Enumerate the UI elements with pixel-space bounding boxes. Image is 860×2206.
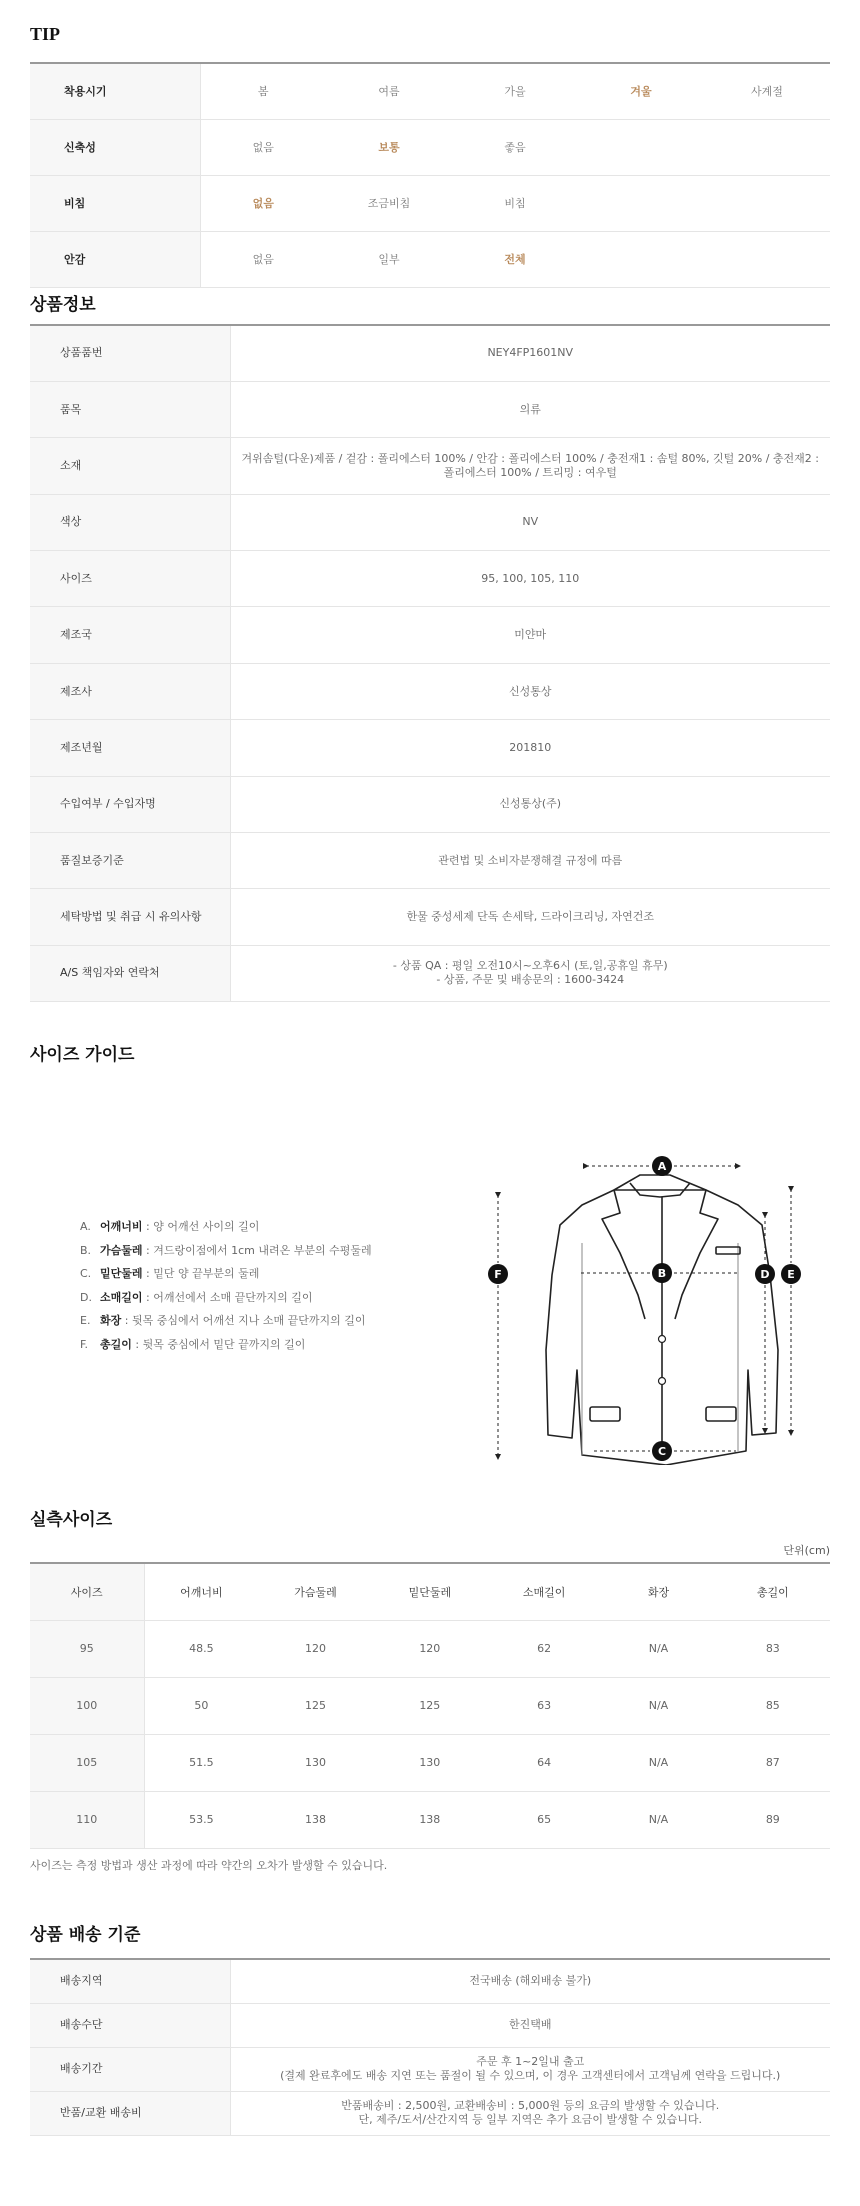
product-info-row [30, 607, 830, 663]
size-table-cell: 130 [373, 1734, 487, 1791]
product-info-row-label: 제조년월 [30, 720, 230, 776]
size-guide-item [80, 1242, 372, 1266]
measure-marker-a [652, 1156, 672, 1176]
delivery-row-value [230, 1959, 830, 2003]
size-table-cell: 120 [373, 1620, 487, 1677]
product-info-row-label: 수입여부 / 수입자명 [30, 776, 230, 832]
product-info-row [30, 551, 830, 607]
product-info-row-value-line: 겨위솜털(다운)제품 / 겉감 : 폴리에스터 100% / 안감 : 폴리에스터 100% / 충전재1 : 솜털 80%, 깃털 20% / 충전재2 : 폴리에스터 100% / 트리밍 : 여우털 [241, 451, 819, 479]
product-info-row-value-line: - 상품 QA : 평일 오전10시~오후6시 (토,일,공휴일 휴무) [392, 959, 668, 973]
delivery-row [30, 2047, 830, 2091]
size-guide-name: 소매길이 [100, 1290, 143, 1304]
size-table-cell: 130 [258, 1734, 372, 1791]
tip-row [30, 231, 830, 287]
tip-option [704, 231, 830, 287]
size-table-cell: 64 [487, 1734, 601, 1791]
product-info-row-value-line: 신성통상 [508, 684, 552, 698]
product-info-title: 상품정보 [30, 295, 96, 315]
size-table-cell: N/A [601, 1791, 715, 1848]
tip-row-label: 비침 [30, 175, 200, 231]
delivery-row [30, 2091, 830, 2135]
size-table-header: 어깨너비 [144, 1563, 258, 1620]
size-guide-key: F. [80, 1337, 89, 1351]
size-table-cell: 87 [716, 1734, 830, 1791]
product-info-row [30, 663, 830, 719]
unit-label: 단위(cm) [783, 1544, 830, 1557]
tip-option: 없음 [200, 231, 326, 287]
measure-marker-label: D [760, 1268, 770, 1281]
size-table-cell: 48.5 [144, 1620, 258, 1677]
delivery-row-label: 배송기간 [30, 2047, 230, 2091]
size-table-row [30, 1791, 830, 1848]
product-info-row-value-line: 201810 [509, 740, 552, 754]
size-table-header: 가슴둘레 [258, 1563, 372, 1620]
size-table-cell: 89 [716, 1791, 830, 1848]
size-guide-desc: : 뒷목 중심에서 밑단 끝까지의 길이 [131, 1337, 306, 1351]
product-info-table [30, 324, 830, 1002]
size-table-header: 사이즈 [30, 1563, 144, 1620]
tip-option: 가을 [452, 63, 578, 119]
product-info-row-value [230, 663, 830, 719]
tip-option: 겨울 [578, 63, 704, 119]
size-guide-key: E. [80, 1314, 91, 1328]
product-info-row-value [230, 494, 830, 550]
size-table-cell: 138 [258, 1791, 372, 1848]
tip-option: 사계절 [704, 63, 830, 119]
delivery-row-value-line: (결제 완료후에도 배송 지연 또는 품절이 될 수 있으며, 이 경우 고객센터에서 고객님께 연락을 드립니다.) [280, 2069, 781, 2082]
size-table-cell: 51.5 [144, 1734, 258, 1791]
tip-option: 봄 [200, 63, 326, 119]
product-info-row-label: 상품품번 [30, 325, 230, 381]
product-info-row-value [230, 945, 830, 1001]
delivery-row-value-line: 주문 후 1~2일내 출고 [476, 2055, 585, 2068]
tip-option: 일부 [326, 231, 452, 287]
product-info-row-label: 품질보증기준 [30, 833, 230, 889]
measure-marker-b [652, 1263, 672, 1283]
tip-option [704, 119, 830, 175]
size-table-header: 밑단둘레 [373, 1563, 487, 1620]
measure-marker-c [652, 1441, 672, 1461]
size-table-cell: 105 [30, 1734, 144, 1791]
size-table-row [30, 1677, 830, 1734]
tip-option: 전체 [452, 231, 578, 287]
size-table-cell: N/A [601, 1620, 715, 1677]
delivery-row [30, 1959, 830, 2003]
tip-row-label: 착용시기 [30, 63, 200, 119]
tip-option [578, 175, 704, 231]
tip-option: 조금비침 [326, 175, 452, 231]
size-table-cell: N/A [601, 1734, 715, 1791]
product-info-row-label: 제조사 [30, 663, 230, 719]
measure-marker-label: F [494, 1268, 502, 1281]
tip-row-label: 안감 [30, 231, 200, 287]
size-guide-desc: : 밑단 양 끝부분의 둘레 [142, 1267, 260, 1281]
measure-marker-label: E [787, 1268, 795, 1281]
size-table-cell: N/A [601, 1677, 715, 1734]
product-info-row-label: 사이즈 [30, 551, 230, 607]
delivery-row-label: 배송수단 [30, 2003, 230, 2047]
product-info-row [30, 889, 830, 945]
size-table-header: 화장 [601, 1563, 715, 1620]
size-table-cell: 100 [30, 1677, 144, 1734]
measure-marker-label: B [657, 1267, 667, 1280]
size-guide-key: D. [80, 1290, 92, 1304]
tip-option: 여름 [326, 63, 452, 119]
measurements-title: 실측사이즈 [30, 1510, 113, 1530]
delivery-row-value [230, 2047, 830, 2091]
tip-option: 보통 [326, 119, 452, 175]
measure-marker-d [755, 1264, 775, 1284]
size-guide-item [80, 1289, 372, 1313]
product-info-row-label: 소재 [30, 438, 230, 494]
product-info-row [30, 833, 830, 889]
size-table-cell: 65 [487, 1791, 601, 1848]
jacket-outline [546, 1175, 778, 1465]
delivery-row-value [230, 2091, 830, 2135]
product-info-row-value [230, 833, 830, 889]
product-info-row-value-line: 한물 중성세제 단독 손세탁, 드라이크리닝, 자연건조 [406, 910, 655, 924]
product-info-row-value-line: 미얀마 [514, 628, 547, 642]
delivery-row-value-line: 단, 제주/도서/산간지역 등 일부 지역은 추가 요금이 발생할 수 있습니다. [358, 2113, 702, 2126]
product-info-row-label: 제조국 [30, 607, 230, 663]
product-info-row-value [230, 607, 830, 663]
delivery-row [30, 2003, 830, 2047]
jacket-diagram [480, 1135, 810, 1465]
size-guide-desc: : 어깨선에서 소매 끝단까지의 길이 [142, 1290, 313, 1304]
size-guide-desc: : 양 어깨선 사이의 길이 [142, 1220, 260, 1233]
product-info-row-value-line: 신성통상(주) [499, 797, 562, 811]
size-table-cell: 125 [373, 1677, 487, 1734]
delivery-row-value-line: 반품배송비 : 2,500원, 교환배송비 : 5,000원 등의 요금의 발생할 수 있습니다. [341, 2099, 720, 2112]
tip-row [30, 175, 830, 231]
size-table-cell: 120 [258, 1620, 372, 1677]
size-table-cell: 62 [487, 1620, 601, 1677]
size-guide-name: 화장 [100, 1314, 122, 1328]
size-guide-desc: : 뒷목 중심에서 어깨선 지나 소매 끝단까지의 길이 [121, 1314, 366, 1328]
tip-option [704, 175, 830, 231]
measure-marker-e [781, 1264, 801, 1284]
size-guide-key: C. [80, 1267, 92, 1281]
size-table-cell: 50 [144, 1677, 258, 1734]
size-guide-title: 사이즈 가이드 [30, 1045, 135, 1065]
measure-marker-label: A [657, 1160, 667, 1173]
size-table-row [30, 1734, 830, 1791]
product-info-row-value-line: - 상품, 주문 및 배송문의 : 1600-3424 [436, 973, 625, 987]
size-table-cell: 110 [30, 1791, 144, 1848]
product-info-row-label: 색상 [30, 494, 230, 550]
product-info-row-value [230, 720, 830, 776]
size-table-cell: 63 [487, 1677, 601, 1734]
tip-table [30, 62, 830, 288]
tip-option: 없음 [200, 175, 326, 231]
size-guide-item [80, 1265, 372, 1289]
product-info-row-value [230, 325, 830, 381]
delivery-row-value-line: 한진택배 [508, 2018, 552, 2031]
product-info-row-value-line: NEY4FP1601NV [487, 346, 574, 360]
tip-row [30, 63, 830, 119]
product-info-row-label: 세탁방법 및 취급 시 유의사항 [30, 889, 230, 945]
size-guide-item [80, 1218, 372, 1242]
product-info-row-value [230, 438, 830, 494]
size-table-cell: 53.5 [144, 1791, 258, 1848]
product-info-row-value-line: 관련법 및 소비자분쟁해결 규정에 따름 [438, 853, 623, 867]
delivery-row-label: 배송지역 [30, 1959, 230, 2003]
product-info-row-value [230, 551, 830, 607]
size-note: 사이즈는 측정 방법과 생산 과정에 따라 약간의 오차가 발생할 수 있습니다. [30, 1859, 388, 1872]
size-guide-key: A. [80, 1220, 91, 1233]
product-info-row-value-line: NV [522, 515, 539, 529]
tip-row-label: 신축성 [30, 119, 200, 175]
product-info-row-value [230, 776, 830, 832]
size-table-cell: 85 [716, 1677, 830, 1734]
product-info-row-value-line: 의류 [519, 402, 541, 416]
size-guide-key: B. [80, 1243, 92, 1257]
size-table-header: 총길이 [716, 1563, 830, 1620]
delivery-table [30, 1958, 830, 2136]
product-info-row-label: 품목 [30, 381, 230, 437]
tip-option [578, 119, 704, 175]
size-guide-desc: : 겨드랑이점에서 1cm 내려온 부분의 수평둘레 [142, 1243, 372, 1257]
product-info-row [30, 720, 830, 776]
tip-row [30, 119, 830, 175]
tip-option: 없음 [200, 119, 326, 175]
product-info-row [30, 945, 830, 1001]
size-guide-item [80, 1336, 372, 1360]
size-guide-item [80, 1312, 372, 1336]
tip-option: 좋음 [452, 119, 578, 175]
size-table-cell: 95 [30, 1620, 144, 1677]
size-guide-list [80, 1218, 372, 1360]
size-table-cell: 83 [716, 1620, 830, 1677]
size-table-cell: 138 [373, 1791, 487, 1848]
delivery-row-label: 반품/교환 배송비 [30, 2091, 230, 2135]
size-table-cell: 125 [258, 1677, 372, 1734]
product-info-row [30, 325, 830, 381]
size-guide-name: 가슴둘레 [100, 1243, 143, 1257]
product-info-row-value [230, 889, 830, 945]
tip-option [578, 231, 704, 287]
size-guide-name: 총길이 [100, 1337, 132, 1351]
size-table-row [30, 1620, 830, 1677]
delivery-row-value [230, 2003, 830, 2047]
product-info-row [30, 494, 830, 550]
tip-option: 비침 [452, 175, 578, 231]
delivery-row-value-line: 전국배송 (해외배송 불가) [469, 1974, 592, 1988]
size-table [30, 1562, 830, 1849]
product-info-row-value [230, 381, 830, 437]
product-info-row [30, 381, 830, 437]
size-guide-name: 밑단둘레 [100, 1267, 143, 1281]
size-table-header: 소매길이 [487, 1563, 601, 1620]
size-guide-name: 어깨너비 [100, 1220, 143, 1233]
product-info-row-value-line: 95, 100, 105, 110 [481, 571, 580, 585]
tip-title: TIP [30, 24, 61, 44]
product-info-row-label: A/S 책임자와 연락처 [30, 945, 230, 1001]
delivery-title: 상품 배송 기준 [30, 1925, 141, 1945]
product-info-row [30, 438, 830, 494]
measure-marker-f [488, 1264, 508, 1284]
measure-marker-label: C [657, 1445, 667, 1458]
product-info-row [30, 776, 830, 832]
